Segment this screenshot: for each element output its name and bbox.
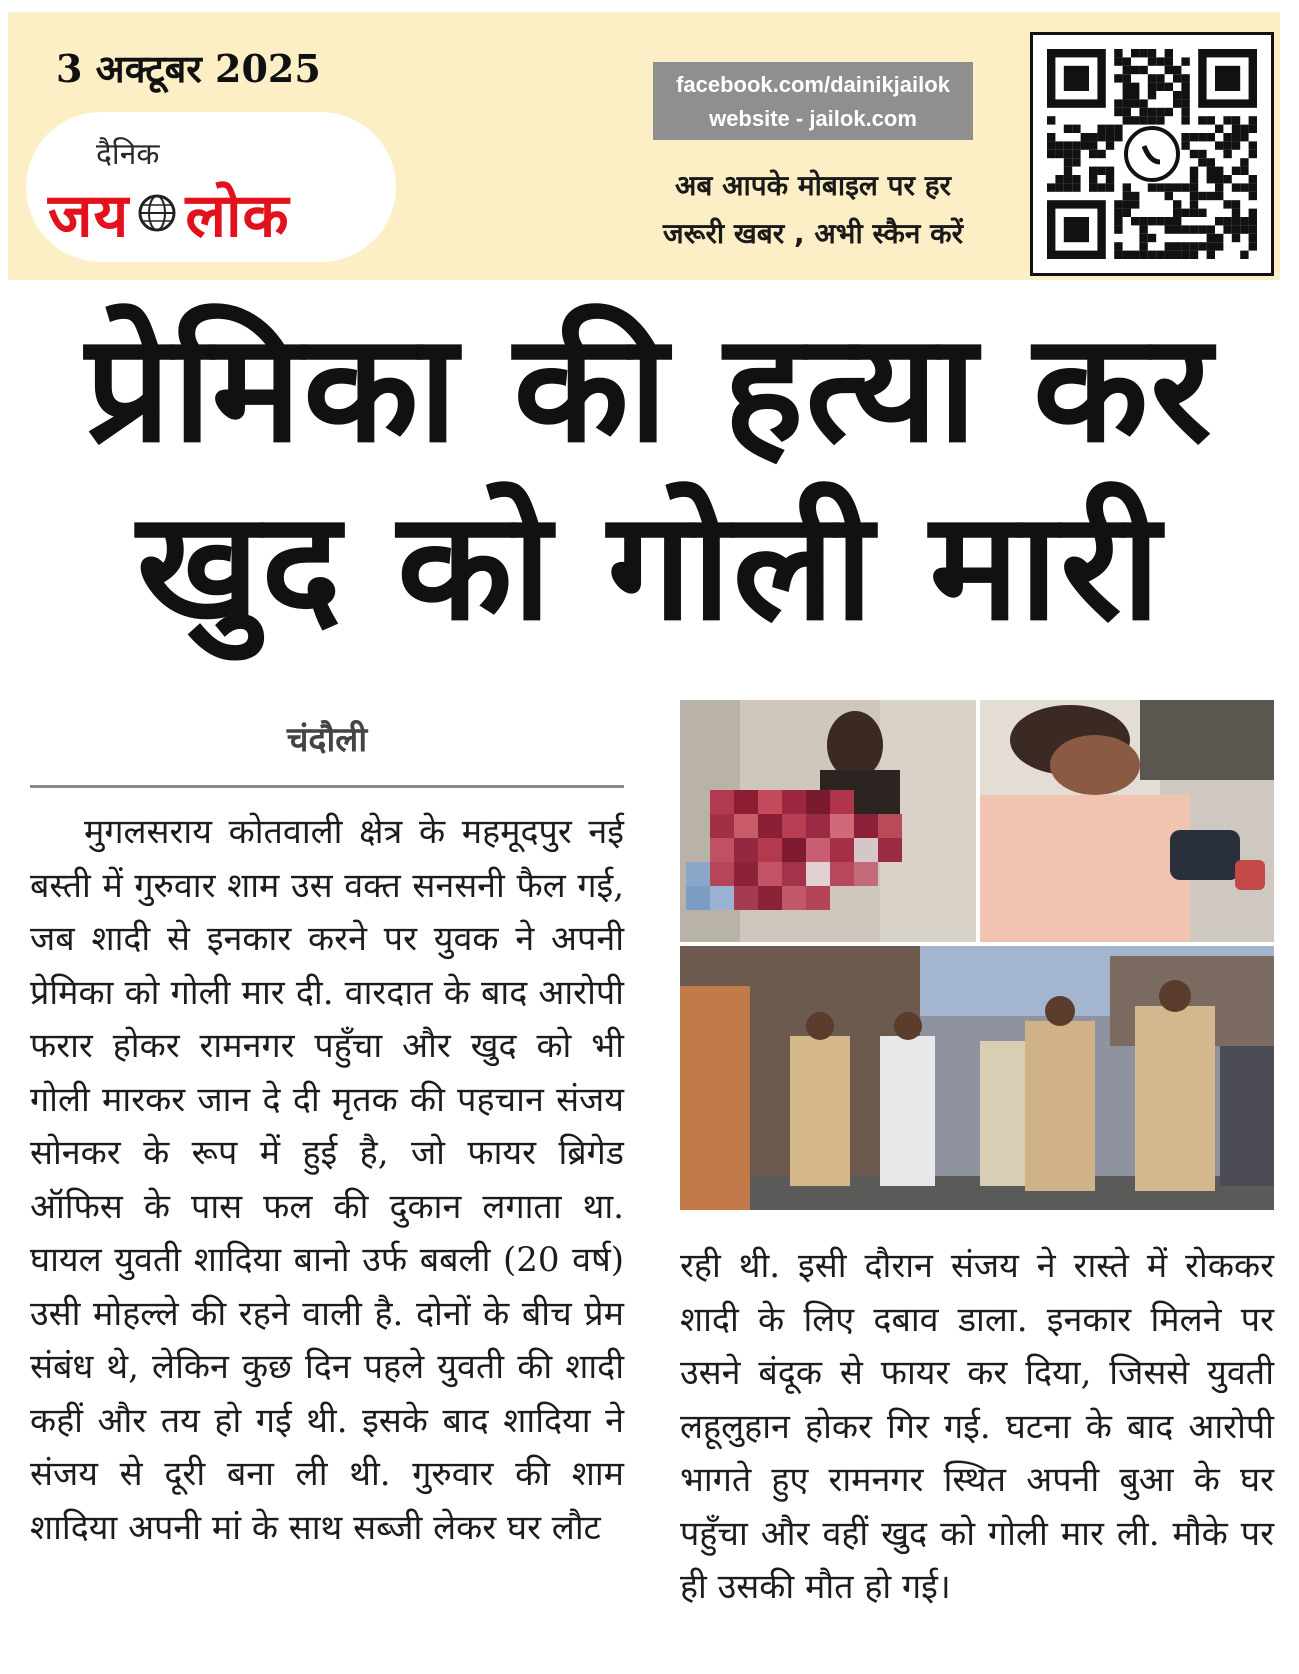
headline-line-2: खुद को गोली मारी (136, 480, 1163, 654)
logo-wordmark (48, 172, 290, 254)
headline (0, 300, 1299, 656)
issue-date: 3 अक्टूबर 2025 (56, 46, 321, 91)
photo-injured-man (680, 700, 976, 942)
whatsapp-icon (1126, 128, 1178, 180)
logo-small-text: दैनिक (96, 137, 160, 172)
dateline: चंदौली (286, 720, 368, 760)
logo[interactable] (26, 112, 396, 262)
masthead (8, 12, 1280, 280)
scan-line-1: अब आपके मोबाइल पर हर (674, 169, 952, 202)
qr-code[interactable] (1030, 32, 1274, 276)
facebook-link[interactable]: facebook.com/dainikjailok (676, 72, 950, 97)
social-links (653, 62, 973, 140)
logo-word-right: लोक (185, 181, 290, 251)
photo-collage (680, 700, 1274, 1210)
headline-line-1: प्रेमिका की हत्या कर (85, 302, 1214, 476)
globe-icon (137, 178, 177, 248)
article-body-right: रही थी. इसी दौरान संजय ने रास्ते में रोककर शादी के लिए दबाव डाला. इनकार मिलने पर उसने बंदूक से फायर कर दिया, जिससे युवती लहूलुहान होकर गिर गई. घटना के बाद आरोपी भागते हुए रामनगर स्थित अपनी बुआ के घर पहुँचा और वहीं खुद को गोली मार ली. मौके पर ही उसकी मौत हो गई। (680, 1246, 1274, 1607)
scan-prompt (628, 162, 998, 258)
logo-word-left: जय (48, 181, 130, 251)
divider (30, 785, 624, 788)
website-link[interactable]: website - jailok.com (709, 106, 917, 131)
photo-police-scene (680, 946, 1274, 1210)
scan-line-2: जरूरी खबर , अभी स्कैन करें (662, 217, 964, 250)
photo-injured-woman (980, 700, 1274, 942)
article-body-left: मुगलसराय कोतवाली क्षेत्र के महमूदपुर नई बस्ती में गुरुवार शाम उस वक्त सनसनी फैल गई, जब शादी से इनकार करने पर युवक ने अपनी प्रेमिका को गोली मार दी. वारदात के बाद आरोपी फरार होकर रामनगर पहुँचा और खुद को भी गोली मारकर जान दे दी मृतक की पहचान संजय सोनकर के रूप में हुई है, जो फायर ब्रिगेड ऑफिस के पास फल की दुकान लगाता था. घायल युवती शादिया बानो उर्फ बबली (20 वर्ष) उसी मोहल्ले की रहने वाली है. दोनों के बीच प्रेम संबंध थे, लेकिन कुछ दिन पहले युवती की शादी कहीं और तय हो गई थी. इसके बाद शादिया ने संजय से दूरी बना ली थी. गुरुवार की शाम शादिया अपनी मां के साथ सब्जी लेकर घर लौट (30, 812, 624, 1548)
